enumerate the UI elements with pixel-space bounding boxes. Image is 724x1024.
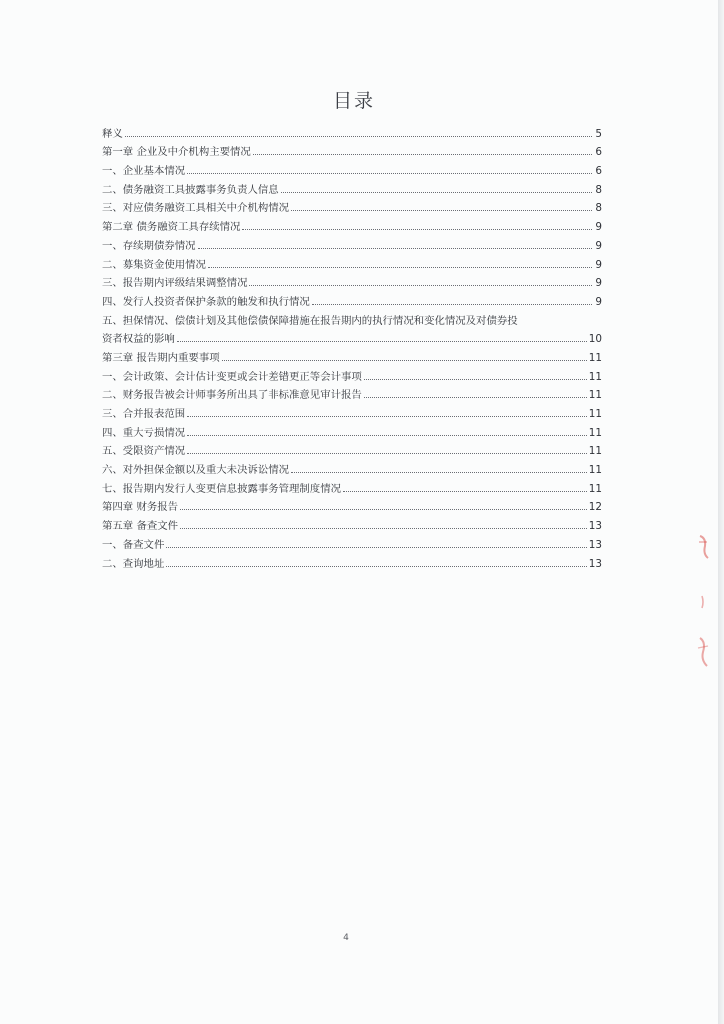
- toc-entry-page: 9: [595, 277, 602, 290]
- toc-entry[interactable]: [102, 289, 602, 308]
- toc-entry-label: 二、查询地址: [102, 557, 165, 570]
- toc-entry-page: 11: [588, 445, 602, 458]
- toc-leader-dots: [291, 472, 587, 473]
- toc-leader-dots: [208, 267, 592, 268]
- toc-leader-dots: [242, 229, 592, 230]
- toc-entry-page: 6: [595, 165, 602, 178]
- toc-entry[interactable]: [102, 252, 602, 271]
- toc-entry-label-line1: 五、担保情况、偿债计划及其他偿债保障措施在报告期内的执行情况和变化情况及对债券投: [102, 314, 518, 327]
- toc-entry[interactable]: [102, 439, 602, 458]
- toc-entry-page: 9: [595, 295, 602, 308]
- toc-entry-page: 11: [588, 426, 602, 439]
- toc-entry-label: 三、报告期内评级结果调整情况: [102, 277, 248, 290]
- toc-entry[interactable]: [102, 158, 602, 177]
- toc-entry-page: 5: [595, 127, 602, 140]
- toc-entry[interactable]: [102, 383, 602, 402]
- toc-leader-dots: [180, 509, 587, 510]
- page-edge: [718, 0, 724, 1024]
- toc-entry-label: 一、存续期债券情况: [102, 239, 196, 252]
- seal-stamp-icon: [696, 530, 710, 680]
- toc-leader-dots: [291, 210, 592, 211]
- toc-entry[interactable]: [102, 121, 602, 140]
- toc-entry[interactable]: [102, 420, 602, 439]
- toc-entry-page: 8: [595, 183, 602, 196]
- toc-wrapped-entry[interactable]: [102, 308, 602, 345]
- toc-entry-label: 释义: [102, 127, 123, 140]
- toc-second-group: [102, 345, 602, 569]
- toc-leader-dots: [222, 360, 587, 361]
- toc-entry-label: 四、发行人投资者保护条款的触发和执行情况: [102, 295, 310, 308]
- toc-entry-page: 8: [595, 202, 602, 215]
- toc-entry-label: 三、对应债务融资工具相关中介机构情况: [102, 202, 290, 215]
- toc-entry-page: 11: [588, 482, 602, 495]
- toc-entry[interactable]: [102, 513, 602, 532]
- toc-entry-page: 13: [588, 538, 602, 551]
- page-number: 4: [343, 933, 349, 943]
- toc-entry[interactable]: [102, 177, 602, 196]
- toc-entry-page: 10: [588, 333, 602, 346]
- toc-entry-label: 二、债务融资工具披露事务负责人信息: [102, 183, 279, 196]
- toc-entry-page: 9: [595, 221, 602, 234]
- toc-entry-page: 9: [595, 239, 602, 252]
- page-title: 目录: [332, 90, 375, 112]
- toc-leader-dots: [281, 192, 592, 193]
- toc-entry-label: 六、对外担保金额以及重大未决诉讼情况: [102, 464, 290, 477]
- toc-entry[interactable]: [102, 196, 602, 215]
- toc-entry-label: 第一章 企业及中介机构主要情况: [102, 146, 251, 159]
- table-of-contents: [102, 121, 602, 570]
- toc-entry[interactable]: [102, 345, 602, 364]
- toc-entry-label: 七、报告期内发行人变更信息披露事务管理制度情况: [102, 482, 341, 495]
- toc-entry[interactable]: [102, 271, 602, 290]
- toc-entry[interactable]: [102, 140, 602, 159]
- toc-entry-label: 第二章 债务融资工具存续情况: [102, 221, 241, 234]
- toc-entry-label: 三、合并报表范围: [102, 408, 186, 420]
- toc-leader-dots: [187, 453, 587, 454]
- toc-entry-label: 第五章 备查文件: [102, 520, 179, 533]
- toc-entry-label: 第三章 报告期内重要事项: [102, 351, 220, 364]
- toc-leader-dots: [343, 491, 587, 492]
- toc-leader-dots: [364, 397, 587, 398]
- toc-leader-dots: [364, 379, 587, 380]
- toc-entry[interactable]: [102, 233, 602, 252]
- toc-first-group: [102, 121, 602, 308]
- toc-entry-line2: [102, 327, 602, 346]
- toc-entry-page: 11: [588, 389, 602, 402]
- toc-entry[interactable]: [102, 532, 602, 551]
- toc-entry-page: 13: [588, 557, 602, 570]
- toc-entry-page: 11: [588, 351, 602, 364]
- toc-leader-dots: [187, 173, 592, 174]
- toc-leader-dots: [312, 304, 592, 305]
- toc-leader-dots: [180, 528, 587, 529]
- toc-entry-page: 9: [595, 258, 602, 271]
- toc-entry-page: 12: [588, 501, 602, 514]
- toc-entry-page: 11: [588, 408, 602, 420]
- toc-entry[interactable]: [102, 495, 602, 514]
- toc-entry[interactable]: [102, 401, 602, 420]
- toc-entry[interactable]: [102, 457, 602, 476]
- toc-entry-label: 二、财务报告被会计师事务所出具了非标准意见审计报告: [102, 389, 362, 402]
- toc-leader-dots: [125, 136, 592, 137]
- toc-leader-dots: [249, 285, 592, 286]
- toc-entry[interactable]: [102, 364, 602, 383]
- toc-entry-page: 6: [595, 146, 602, 159]
- toc-leader-dots: [166, 547, 586, 548]
- toc-leader-dots: [177, 341, 587, 342]
- toc-entry-label: 一、企业基本情况: [102, 165, 186, 178]
- toc-entry-page: 11: [588, 464, 602, 477]
- toc-leader-dots: [187, 435, 587, 436]
- toc-entry-page: 13: [588, 520, 602, 533]
- toc-leader-dots: [253, 154, 592, 155]
- toc-entry[interactable]: [102, 214, 602, 233]
- toc-entry[interactable]: [102, 551, 602, 570]
- toc-entry[interactable]: [102, 476, 602, 495]
- toc-leader-dots: [166, 566, 586, 567]
- toc-entry-label-line2: 资者权益的影响: [102, 333, 175, 346]
- toc-entry-label: 第四章 财务报告: [102, 501, 179, 514]
- toc-entry-page: 11: [588, 370, 602, 383]
- toc-leader-dots: [187, 416, 587, 417]
- toc-entry-label: 一、备查文件: [102, 538, 165, 551]
- toc-entry-label: 一、会计政策、会计估计变更或会计差错更正等会计事项: [102, 370, 362, 383]
- toc-entry-label: 二、募集资金使用情况: [102, 258, 206, 271]
- toc-entry-label: 四、重大亏损情况: [102, 426, 186, 439]
- toc-leader-dots: [198, 248, 592, 249]
- toc-entry-label: 五、受限资产情况: [102, 445, 186, 458]
